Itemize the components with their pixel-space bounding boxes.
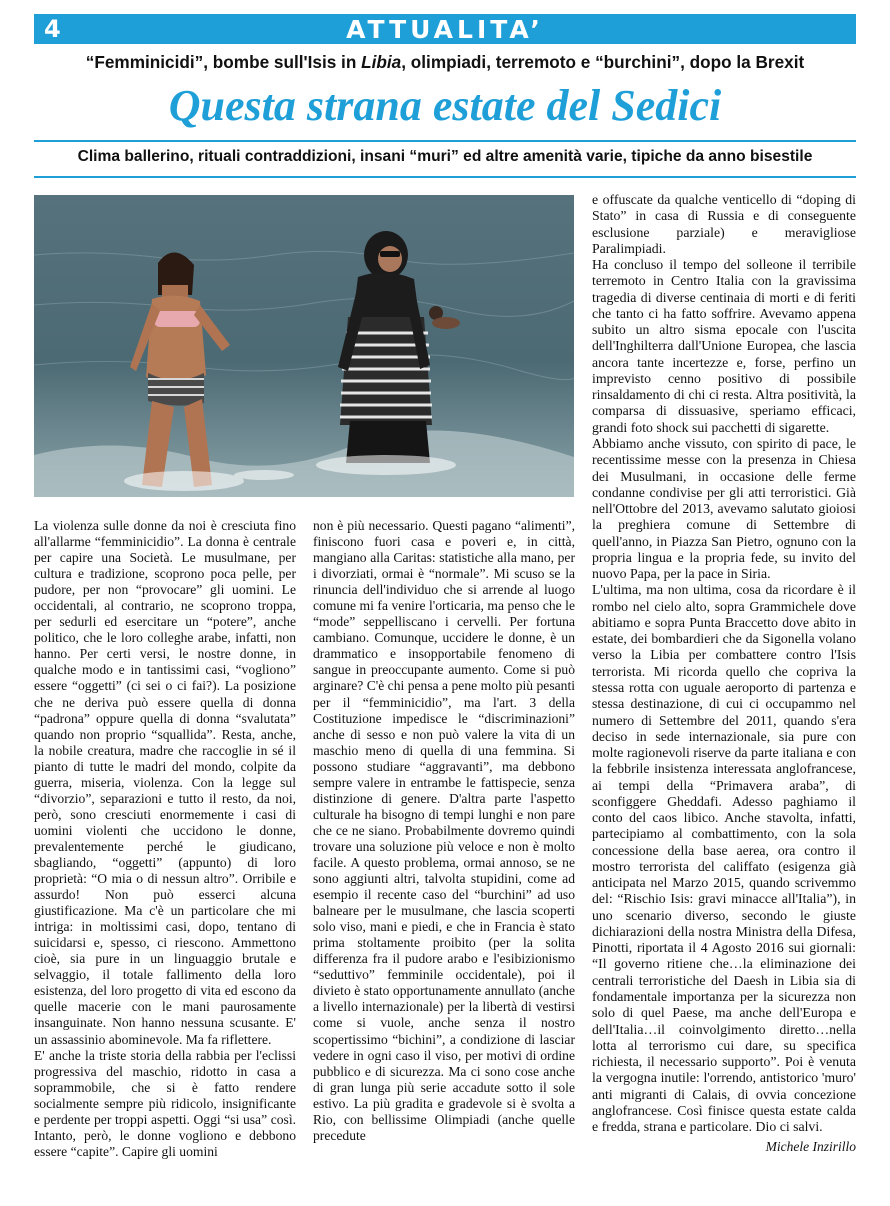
kicker-italic: Libia bbox=[361, 52, 402, 72]
article-column-3 bbox=[592, 192, 856, 1164]
kicker-part-1: “Femminicidi”, bombe sull'Isis in bbox=[85, 52, 362, 72]
section-header-bar bbox=[34, 14, 856, 44]
top-rule bbox=[34, 140, 856, 142]
paragraph: e offuscate da qualche venticello di “doping di Stato” in casa di Russia e di conseguente esclusione parziale) e meravigliose Paralimpiadi. bbox=[592, 192, 856, 256]
paragraph: Abbiamo anche vissuto, con spirito di pace, le recentissime messe con la presenza in Chiesa dei Musulmani, in occasione delle ferme condanne condivise per gli atti terroristici. Già nell'Ottobre del 2013, avevamo salutato gioiosi la preghiera comune di Settembre di quell'anno, in Piazza San Pietro, ognuno con la propria lingua e la propria fede, su invito del nuovo Papa, per la pace in Siria. bbox=[592, 435, 856, 582]
article-photo bbox=[34, 195, 574, 497]
kicker-part-2: , olimpiadi, terremoto e “burchini”, dopo la Brexit bbox=[401, 52, 805, 72]
bottom-rule bbox=[34, 176, 856, 178]
article-column-2 bbox=[313, 518, 575, 1164]
paragraph: La violenza sulle donne da noi è cresciuta fino all'allarme “femminicidio”. La donna è centrale per capire una Società. Le musulmane, per cultura e tradizione, scoprono poca pelle, per pudore, per non “provocare” gli uomini. Le occidentali, al contrario, ne scoprono troppa, per sedurli ed esercitare un “potere”, anche politico, che le loro colleghe arabe, infatti, non hanno. Per certi versi, le nostre donne, in qualche modo e in tantissimi casi, “vogliono” essere “oggetti” (ci sei o ci fai?). La posizione che ne deriva può essere quella di donna “padrona” oppure quella di donna “svalutata” quando non proprio “squallida”. Resta, anche, la nobile creatura, madre che raccoglie in sé il pianto di tutte le madri del mondo, colpite da guerra, miseria, violenza. Con la legge sul “divorzio”, separazioni e tutto il resto, da noi, però, sono cresciuti enormemente i casi di uomini violenti che uccidono le donne, prevalentemente perché le giudicano, sbagliando, “oggetti” (appunto) di loro proprietà: “O mia o di nessun altro”. Orribile e assurdo! Non può esserci alcuna giustificazione. Ma c'è un particolare che mi intriga: in moltissimi casi, dopo, tentano di suicidarsi e, spesso, ci riescono. Ammettono cioè, sia pure in un linguaggio brutale e selvaggio, il totale fallimento della loro esistenza, del loro progetto di vita ed escono da quelle macerie con le mani paurosamente insanguinate. Non hanno nessuna scusante. E' un assassinio abominevole. Ma fa riflettere. bbox=[34, 518, 296, 1047]
kicker bbox=[34, 52, 856, 73]
paragraph: non è più necessario. Questi pagano “alimenti”, finiscono fuori casa e poveri e, in città, mangiano alla Caritas: statistiche alla mano, per i divorziati, ormai è “normale”. Mi scuso se la rinuncia dell'individuo che si arrende al luogo comune mi fa venire l'orticaria, ma penso che le “mode” seppelliscano i cervelli. Per fortuna cambiano. Comunque, uccidere le donne, è un drammatico e insopportabile fenomeno di sangue in preoccupante aumento. Come si può arginare? C'è chi pensa a pene molto più pesanti per il “femminicidio”, ma l'art. 3 della Costituzione impedisce le “discriminazioni” anche di sesso e non può valere la vita di un maschio meno di quella di una femmina. Si possono studiare “aggravanti”, ma debbono sempre valere in entrambe le fattispecie, senza distinzione di genere. D'altra parte l'aspetto culturale ha bisogno di tempi lunghi e non pare che ce ne siano. Probabilmente dovremo quindi trovare una soluzione più veloce e non è molto facile. A questo problema, ormai annoso, se ne sono aggiunti altri, talvolta stupidini, come ad esempio il recente caso del “burchini” ad uso balneare per le musulmane, che lascia scoperti solo viso, mani e piedi, e che in Francia è stato prima stoltamente proibito (per la solita differenza fra il pudore arabo e l'esibizionismo “seduttivo” femminile occidentale), poi il divieto è stato opportunamente annullato (anche a livello internazionale) per la libertà di vestirsi come si vuole, anche senza il nostro scopertissimo “bichini”, a condizione di lasciar vedere in ogni caso il viso, per motivi di ordine pubblico e di sicurezza. Ma ci sono cose anche di gran lunga più serie accadute sotto il sole estivo. La più gradita e gradevole si è svolta a Rio, con bellissime Olimpiadi (anche quelle precedute bbox=[313, 518, 575, 1143]
page-number: 4 bbox=[44, 15, 61, 43]
subheadline: Clima ballerino, rituali contraddizioni, insani “muri” ed altre amenità varie, tipiche da anno bisestile bbox=[77, 148, 813, 165]
paragraph: L'ultima, ma non ultima, cosa da ricordare è il rombo nel cielo alto, sopra Grammichele dove abitiamo e sopra Punta Braccetto dove abito in estate, dei bombardieri che da Sigonella volano verso la Libia per combattere contro l'Isis terrorista. Mi ricorda quello che copriva la stessa rotta con uguale aeroporto di partenza e stessa destinazione, di cui ci occupammo nel numero di Settembre del 2011, quando s'era deciso in sede internazionale, sia pure con molte ragionevoli riserve da parte italiana e con la febbrile insistenza interessata anglofrancese, ai tempi della “Primavera araba”, di sconfiggere Gheddafi. Adesso paghiamo il conto del caos libico. Anche stavolta, infatti, partecipiamo al combattimento, con la sola concessione della base aerea, ora contro il mostro terrorista del califfato (esigenza già anticipata nel Marzo 2015, quando scrivemmo del: “Rischio Isis: gravi minacce all'Italia”), in uno scenario diverso, secondo le giuste dichiarazioni della nostra Ministra della Difesa, Pinotti, riportata il 4 Agosto 2016 sui giornali: “Il governo ritiene che…la eliminazione dei centrali terroristiche del Daesh in Libia sia di fondamentale importanza per la sicurezza non solo di quel Paese, ma anche dell'Europa e dell'Italia…il coinvolgimento diretto…nella lotta al terrorismo cui dare, su specifica richiesta, il necessario supporto”. Poi è venuta la vergogna inutile: l'orrendo, antistorico 'muro' anti migranti di Calais, di ovvia concezione anglofrancese. Così finisce questa estate calda e fredda, strana e particolare. Dio ci salvi. bbox=[592, 582, 856, 1135]
paragraph: E' anche la triste storia della rabbia per l'eclissi progressiva del maschio, ridotto in casa a soprammobile, che si è fatto rendere socialmente sempre più ridicolo, insignificante e perdente per troppi aspetti. Oggi “si usa” così. Intanto, però, le donne vogliono e debbono essere “capite”. Capire gli uomini bbox=[34, 1047, 296, 1159]
author-byline: Michele Inzirillo bbox=[765, 1139, 856, 1154]
paragraph: Ha concluso il tempo del solleone il terribile terremoto in Centro Italia con la gravissima tragedia di diverse centinaia di morti e di feriti che tanto ci ha fatto soffrire. Avevamo appena subito un altro sisma epocale con l'uscita dell'Inghilterra dall'Unione Europea, che lascia ancora tante incertezze e, forse, perfino un imprevisto cenno positivo di possibile rinsaldamento di chi ci resta. Altra positività, la comparsa di dissuasive, speriamo efficaci, grandi foto shock sui pacchetti di sigarette. bbox=[592, 257, 856, 435]
section-title: ATTUALITA’ bbox=[346, 15, 544, 44]
beach-scene-image bbox=[34, 195, 574, 497]
headline: Questa strana estate del Sedici bbox=[168, 81, 722, 130]
article-column-1 bbox=[34, 518, 296, 1164]
